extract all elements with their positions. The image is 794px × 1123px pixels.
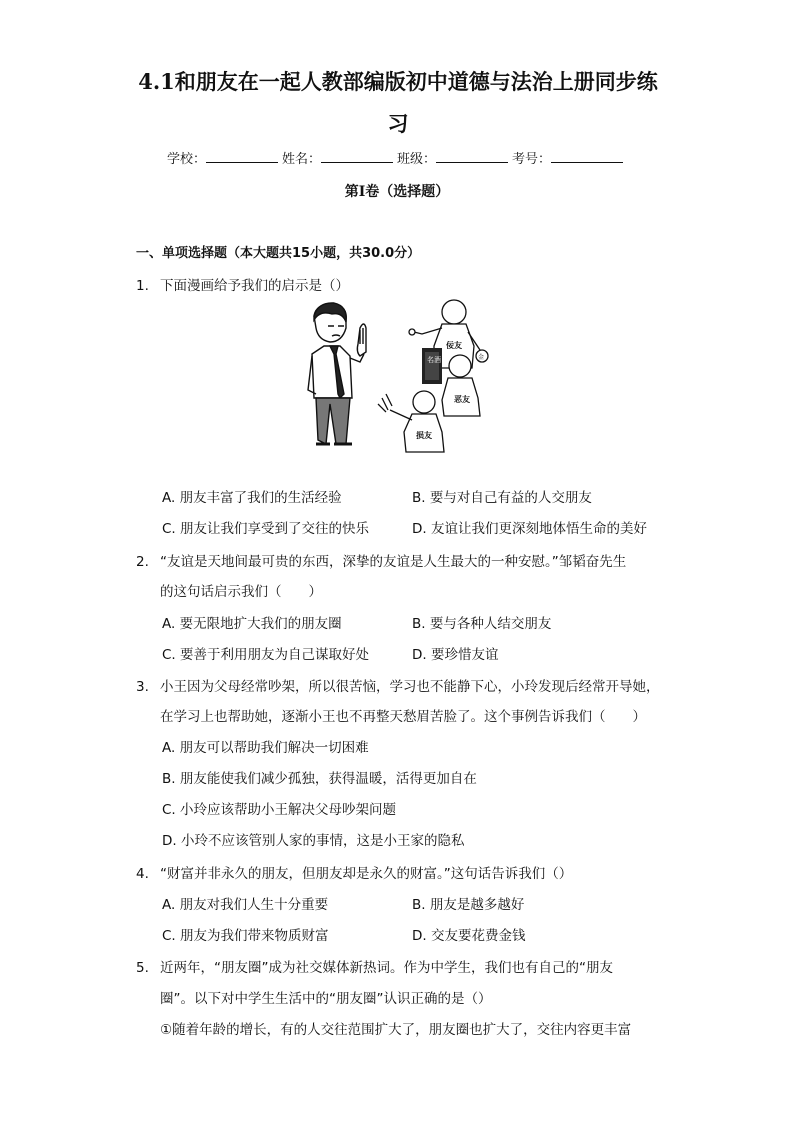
question-stem: “财富并非永久的朋友，但朋友却是永久的财富。”这句话告诉我们（）	[160, 866, 573, 882]
class-label: 班级：	[397, 152, 437, 167]
q2-option-a[interactable]: A. 要无限地扩大我们的朋友圈	[162, 616, 342, 632]
question-3	[136, 677, 660, 697]
q3-option-a[interactable]: A. 朋友可以帮助我们解决一切困难	[162, 740, 369, 756]
school-blank[interactable]	[206, 148, 278, 163]
document-title-line2: 习	[387, 111, 409, 136]
label-bad-friend: 恶友	[454, 395, 470, 404]
school-label: 学校：	[166, 152, 206, 167]
q4-option-d[interactable]: D. 交友要花费金钱	[412, 928, 526, 944]
man-figure	[308, 303, 366, 444]
question-1	[136, 276, 349, 296]
question-number: 3.	[136, 679, 149, 695]
q1-option-a[interactable]: A. 朋友丰富了我们的生活经验	[162, 490, 342, 506]
document-title-line1: 4.1和朋友在一起人教部编版初中道德与法治上册同步练	[138, 69, 658, 94]
question-stem: 小王因为父母经常吵架，所以很苦恼，学习也不能静下心，小玲发现后经常开导她，	[160, 679, 660, 695]
question-4	[136, 864, 572, 884]
q1-option-b[interactable]: B. 要与对自己有益的人交朋友	[412, 490, 592, 506]
book-text: 名酒	[427, 356, 441, 364]
question-5-stem-cont: 圈”。以下对中学生生活中的“朋友圈”认识正确的是（）	[160, 991, 492, 1007]
q4-option-c[interactable]: C. 朋友为我们带来物质财富	[162, 928, 329, 944]
class-blank[interactable]	[436, 148, 508, 163]
money-bag-text: 金	[478, 354, 485, 361]
book-icon	[422, 348, 442, 384]
q3-option-c[interactable]: C. 小玲应该帮助小王解决父母吵架问题	[162, 802, 397, 818]
q4-option-a[interactable]: A. 朋友对我们人生十分重要	[162, 897, 329, 913]
q2-option-c[interactable]: C. 要善于利用朋友为自己谋取好处	[162, 647, 370, 663]
cartoon-illustration	[302, 298, 502, 454]
name-label: 姓名：	[281, 152, 321, 167]
q2-option-b[interactable]: B. 要与各种人结交朋友	[412, 616, 552, 632]
question-5	[136, 958, 613, 978]
label-harmful-friend: 损友	[416, 431, 432, 440]
question-stem: 近两年，“朋友圈”成为社交媒体新热词。作为中学生，我们也有自己的“朋友	[160, 960, 613, 976]
question-5-statement-1: ①随着年龄的增长，有的人交往范围扩大了，朋友圈也扩大了，交往内容更丰富	[160, 1022, 632, 1038]
question-3-stem-cont: 在学习上也帮助她，逐渐小王也不再整天愁眉苦脸了。这个事例告诉我们（ ）	[160, 709, 646, 725]
harmful-friend-figure	[378, 391, 444, 452]
question-number: 2.	[136, 554, 149, 570]
q3-option-b[interactable]: B. 朋友能使我们减少孤独，获得温暖，活得更加自在	[162, 771, 477, 787]
question-2-stem-cont: 的这句话启示我们（ ）	[160, 584, 322, 600]
exam-number-label: 考号：	[512, 152, 552, 167]
part-heading: 一、单项选择题（本大题共15小题，共30.0分）	[136, 246, 421, 261]
question-number: 4.	[136, 866, 149, 882]
q3-option-d[interactable]: D. 小玲不应该管别人家的事情，这是小王家的隐私	[162, 833, 465, 849]
section-title: 第I卷（选择题）	[344, 184, 450, 200]
flatterer-friend-figure	[409, 300, 488, 368]
label-flatterer-friend: 佞友	[446, 341, 462, 350]
q1-option-c[interactable]: C. 朋友让我们享受到了交往的快乐	[162, 521, 370, 537]
q2-option-d[interactable]: D. 要珍惜友谊	[412, 647, 499, 663]
question-2	[136, 552, 626, 572]
q4-option-b[interactable]: B. 朋友是越多越好	[412, 897, 525, 913]
name-blank[interactable]	[321, 148, 393, 163]
question-stem: 下面漫画给予我们的启示是（）	[160, 278, 349, 294]
question-number: 5.	[136, 960, 149, 976]
student-info-line	[0, 148, 794, 170]
question-number: 1.	[136, 278, 149, 294]
exam-number-blank[interactable]	[551, 148, 623, 163]
q1-option-d[interactable]: D. 友谊让我们更深刻地体悟生命的美好	[412, 521, 647, 537]
question-stem: “友谊是天地间最可贵的东西，深挚的友谊是人生最大的一种安慰。”邹韬奋先生	[160, 554, 627, 570]
